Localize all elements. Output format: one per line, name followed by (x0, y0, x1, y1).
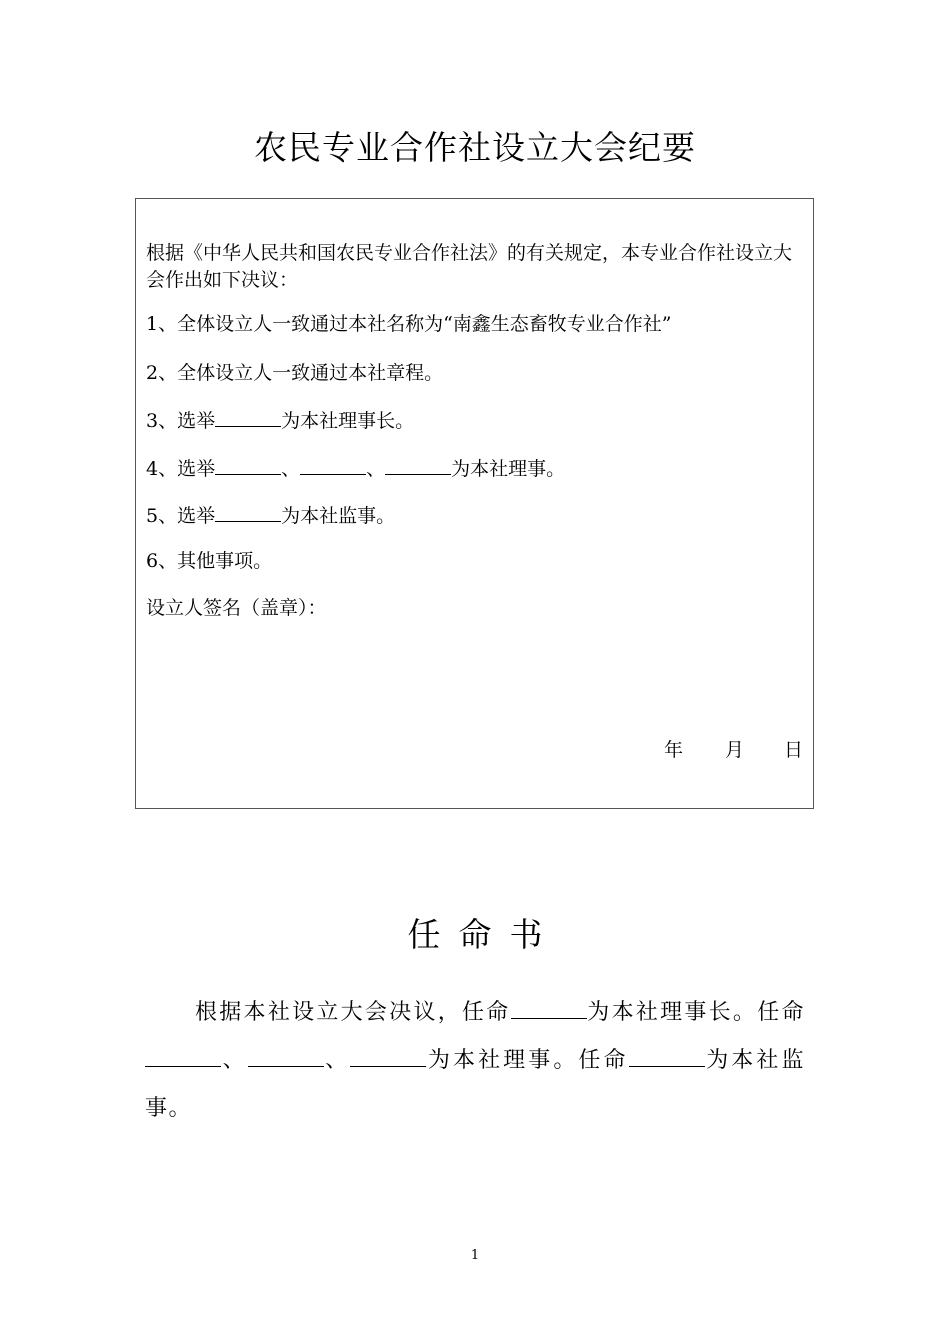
date-year: 年 (663, 739, 683, 761)
item-5-suffix: 为本社监事。 (281, 505, 396, 527)
appointment-body (145, 989, 805, 1133)
page-number: 1 (470, 1248, 480, 1263)
resolution-item-6: 6、其他事项。 (146, 550, 273, 572)
chairman-blank (215, 406, 281, 427)
item-4-suffix: 为本社理事。 (451, 458, 566, 480)
appointment-text-3: 为本社理事。任命 (426, 1048, 629, 1073)
date-month: 月 (724, 739, 744, 761)
appoint-chairman-blank (511, 994, 587, 1019)
appointment-text-2: 为本社理事长。任命 (586, 1000, 805, 1025)
appointment-text-1: 根据本社设立大会决议，任命 (195, 1000, 511, 1025)
date-row (664, 737, 803, 764)
supervisor-blank (215, 501, 281, 522)
item-4-separator: 、 (281, 458, 301, 480)
appointment-separator: 、 (323, 1048, 351, 1073)
item-4-prefix: 4、选举 (146, 458, 216, 480)
date-day: 日 (783, 739, 803, 761)
resolution-item-5 (146, 501, 805, 530)
item-4-separator: 、 (366, 458, 386, 480)
director-blank-1 (215, 454, 281, 475)
resolution-item-4 (146, 454, 805, 483)
appointment-separator: 、 (221, 1048, 248, 1073)
appoint-supervisor-blank (629, 1042, 705, 1067)
item-5-prefix: 5、选举 (146, 505, 216, 527)
minutes-box (135, 198, 814, 809)
resolution-item-2: 2、全体设立人一致通过本社章程。 (146, 362, 444, 384)
appointment-title: 任命书 (407, 915, 561, 954)
document-title: 农民专业合作社设立大会纪要 (254, 128, 696, 167)
director-blank-2 (300, 454, 366, 475)
item-3-suffix: 为本社理事长。 (281, 410, 415, 432)
item-3-prefix: 3、选举 (146, 410, 216, 432)
appointment-text-4: 为本社监事。 (145, 1048, 805, 1121)
appoint-director-blank-1 (145, 1042, 221, 1067)
resolution-item-1: 1、全体设立人一致通过本社名称为“南鑫生态畜牧专业合作社” (146, 313, 672, 335)
signature-label: 设立人签名（盖章）： (146, 597, 327, 619)
resolution-item-3 (146, 406, 805, 435)
appoint-director-blank-3 (350, 1042, 426, 1067)
director-blank-3 (385, 454, 451, 475)
appoint-director-blank-2 (248, 1042, 324, 1067)
minutes-intro: 根据《中华人民共和国农民专业合作社法》的有关规定，本专业合作社设立大会作出如下决议： (146, 242, 793, 291)
